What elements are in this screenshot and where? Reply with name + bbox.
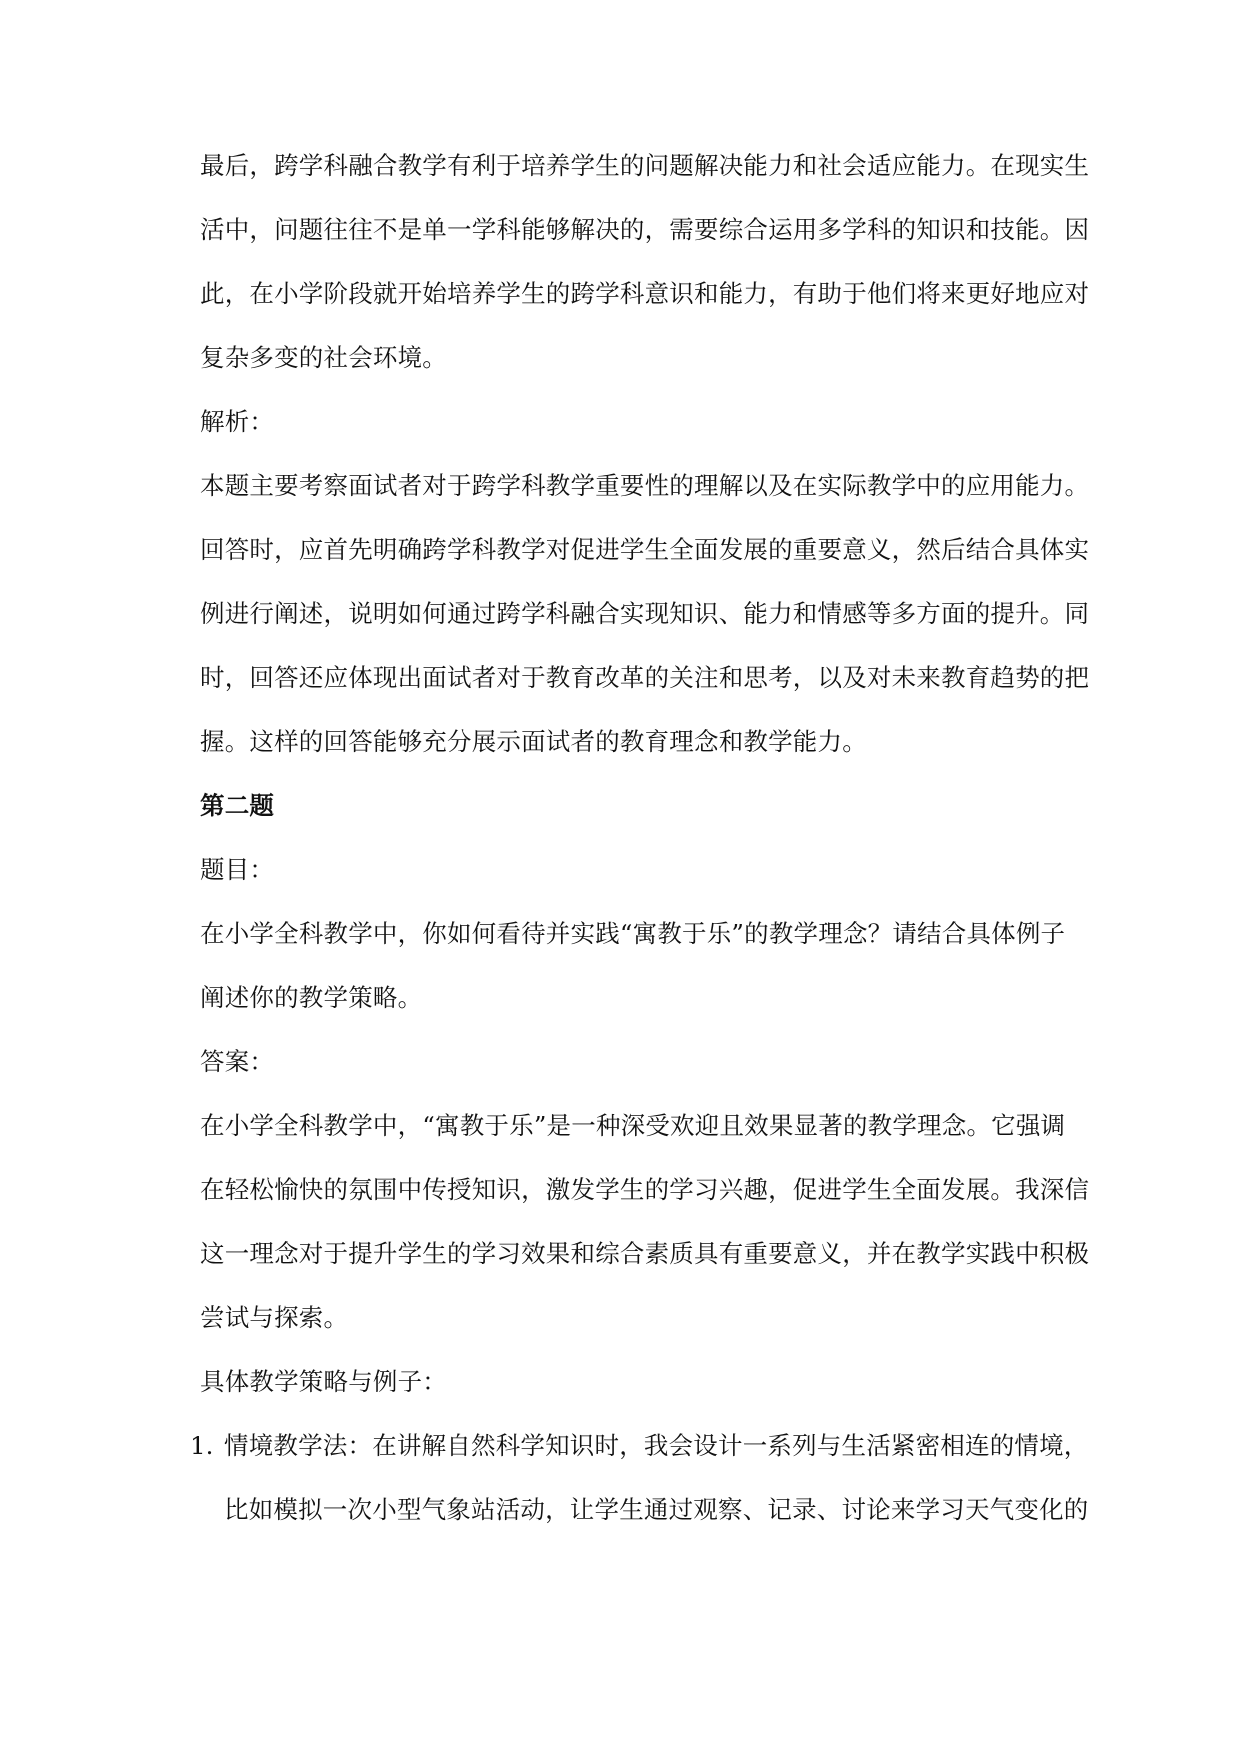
- paragraph-line-2: 活中，问题往往不是单一学科能够解决的，需要综合运用多学科的知识和技能。因: [200, 215, 1090, 244]
- question-line-1: 在小学全科教学中，你如何看待并实践“寓教于乐”的教学理念？请结合具体例子: [200, 919, 1066, 948]
- analysis-label: 解析：: [200, 407, 275, 436]
- paragraph-line-3: 此，在小学阶段就开始培养学生的跨学科意识和能力，有助于他们将来更好地应对: [200, 279, 1090, 308]
- analysis-line-3: 例进行阐述，说明如何通过跨学科融合实现知识、能力和情感等多方面的提升。同: [200, 599, 1090, 628]
- question-line-2: 阐述你的教学策略。: [200, 983, 423, 1012]
- list-item-number: 1.: [190, 1431, 214, 1460]
- answer-line-2: 在轻松愉快的氛围中传授知识，激发学生的学习兴趣，促进学生全面发展。我深信: [200, 1175, 1090, 1204]
- list-item-line-1: 情境教学法：在讲解自然科学知识时，我会设计一系列与生活紧密相连的情境，: [224, 1431, 1089, 1460]
- analysis-line-4: 时，回答还应体现出面试者对于教育改革的关注和思考，以及对未来教育趋势的把: [200, 663, 1090, 692]
- strategy-label: 具体教学策略与例子：: [200, 1367, 447, 1396]
- answer-label: 答案：: [200, 1047, 275, 1076]
- section-heading: 第二题: [200, 791, 275, 820]
- analysis-line-1: 本题主要考察面试者对于跨学科教学重要性的理解以及在实际教学中的应用能力。: [200, 471, 1090, 500]
- analysis-line-5: 握。这样的回答能够充分展示面试者的教育理念和教学能力。: [200, 727, 867, 756]
- paragraph-line-4: 复杂多变的社会环境。: [200, 343, 447, 372]
- paragraph-line-1: 最后，跨学科融合教学有利于培养学生的问题解决能力和社会适应能力。在现实生: [200, 151, 1090, 180]
- answer-line-3: 这一理念对于提升学生的学习效果和综合素质具有重要意义，并在教学实践中积极: [200, 1239, 1090, 1268]
- list-item-line-2: 比如模拟一次小型气象站活动，让学生通过观察、记录、讨论来学习天气变化的: [224, 1495, 1089, 1524]
- answer-line-1: 在小学全科教学中，“寓教于乐”是一种深受欢迎且效果显著的教学理念。它强调: [200, 1111, 1066, 1140]
- question-label: 题目：: [200, 855, 275, 884]
- analysis-line-2: 回答时，应首先明确跨学科教学对促进学生全面发展的重要意义，然后结合具体实: [200, 535, 1090, 564]
- answer-line-4: 尝试与探索。: [200, 1303, 349, 1332]
